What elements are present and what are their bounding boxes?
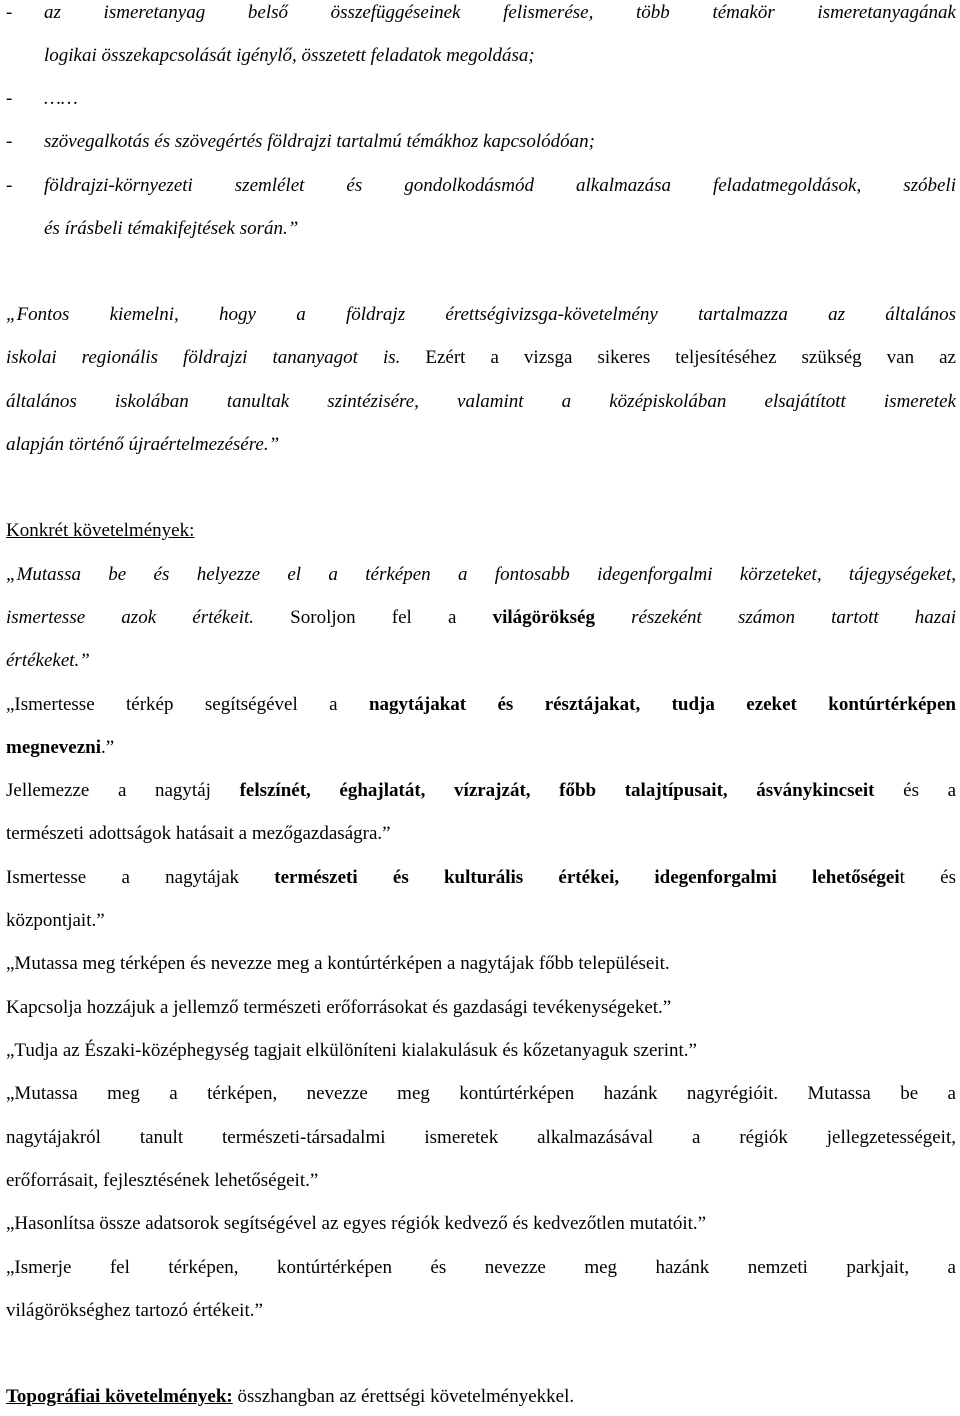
quote-paragraph-line-4: alapján történő újraértelmezésére.” bbox=[6, 434, 280, 455]
quote-paragraph-line-3: általános iskolában tanultak szintézisére, valamint a középiskolában elsajátított ismeretek bbox=[6, 391, 956, 412]
list-item-1-line-2: logikai összekapcsolását igénylő, összetett feladatok megoldása; bbox=[44, 45, 535, 66]
quote-regular-part: Ezért a vizsga sikeres teljesítéséhez szükség van az bbox=[400, 347, 956, 368]
quote-paragraph-line-1: „Fontos kiemelni, hogy a földrajz érettségivizsga-követelmény tartalmazza az általános bbox=[6, 304, 956, 325]
req6-line-1: „Tudja az Északi-középhegység tagjait elkülöníteni kialakulásuk és kőzetanyaguk szerint.” bbox=[6, 1040, 697, 1061]
req7-line-3: erőforrásait, fejlesztésének lehetőségeit.” bbox=[6, 1170, 319, 1191]
req9-line-2: világörökséghez tartozó értékeit.” bbox=[6, 1300, 263, 1321]
req2-line-1 bbox=[6, 692, 956, 718]
req5-line-1: „Mutassa meg térképen és nevezze meg a kontúrtérképen a nagytájak főbb településeit. bbox=[6, 953, 670, 974]
req1-line-3: értékeket.” bbox=[6, 650, 90, 671]
req1-regular: Soroljon fel a bbox=[254, 607, 493, 628]
req2-regular: „Ismertesse térkép segítségével a bbox=[6, 694, 369, 715]
list-dash: - bbox=[6, 88, 13, 109]
req1-line-1: „Mutassa be és helyezze el a térképen a fontosabb idegenforgalmi körzeteket, tájegységeket, bbox=[6, 564, 956, 585]
req7-line-1: „Mutassa meg a térképen, nevezze meg kontúrtérképen hazánk nagyrégióit. Mutassa be a bbox=[6, 1083, 956, 1104]
req4-bold: természeti és kulturális értékei, idegenforgalmi lehetőségei bbox=[274, 867, 900, 888]
req1-bold: világörökség bbox=[492, 607, 595, 628]
topo-line bbox=[6, 1384, 956, 1410]
list-item-4-line-1: földrajzi-környezeti szemlélet és gondolkodásmód alkalmazása feladatmegoldások, szóbeli bbox=[44, 175, 956, 196]
req7-line-2: nagytájakról tanult természeti-társadalmi ismeretek alkalmazásával a régiók jellegzetességeit, bbox=[6, 1127, 956, 1148]
req8-line-1: „Hasonlítsa össze adatsorok segítségével az egyes régiók kedvező és kedvezőtlen mutatóit.” bbox=[6, 1213, 707, 1234]
list-dash: - bbox=[6, 175, 13, 196]
req3-line-2: természeti adottságok hatásait a mezőgazdaságra.” bbox=[6, 823, 391, 844]
heading-konkret-kovetelmenyek: Konkrét követelmények: bbox=[6, 520, 195, 541]
req2-tail: .” bbox=[100, 737, 115, 758]
req2-bold-2: megnevezni bbox=[6, 737, 101, 758]
quote-italic-part: iskolai regionális földrajzi tananyagot is. bbox=[6, 347, 401, 368]
req3-line-1 bbox=[6, 778, 956, 804]
list-item-2: …… bbox=[44, 88, 78, 109]
req1-italic: ismertesse azok értékeit. bbox=[6, 607, 255, 628]
quote-paragraph-line-2 bbox=[6, 345, 956, 371]
list-item-4-line-2: és írásbeli témakifejtések során.” bbox=[44, 218, 299, 239]
list-item-1-line-1: az ismeretanyag belső összefüggéseinek felismerése, több témakör ismeretanyagának bbox=[44, 2, 956, 23]
topo-rest: összhangban az érettségi követelményekkel. bbox=[232, 1386, 575, 1407]
req3-regular: Jellemezze a nagytáj bbox=[6, 780, 240, 801]
req1-line-2 bbox=[6, 605, 956, 631]
req2-line-2 bbox=[6, 735, 956, 761]
req4-line-2: központjait.” bbox=[6, 910, 105, 931]
req3-tail: és a bbox=[874, 780, 956, 801]
req5-line-2: Kapcsolja hozzájuk a jellemző természeti erőforrásokat és gazdasági tevékenységeket.” bbox=[6, 997, 672, 1018]
list-item-3: szövegalkotás és szövegértés földrajzi tartalmú témákhoz kapcsolódóan; bbox=[44, 131, 595, 152]
req1-italic-tail: részeként számon tartott hazai bbox=[594, 607, 956, 628]
req4-regular: Ismertesse a nagytájak bbox=[6, 867, 275, 888]
req4-line-1 bbox=[6, 865, 956, 891]
req3-bold: felszínét, éghajlatát, vízrajzát, főbb talajtípusait, ásványkincseit bbox=[239, 780, 875, 801]
heading-topografiai-kovetelmenyek: Topográfiai követelmények: bbox=[6, 1386, 233, 1407]
req4-tail: t és bbox=[899, 867, 956, 888]
list-dash: - bbox=[6, 2, 13, 23]
req9-line-1: „Ismerje fel térképen, kontúrtérképen és nevezze meg hazánk nemzeti parkjait, a bbox=[6, 1257, 956, 1278]
req2-bold: nagytájakat és résztájakat, tudja ezeket kontúrtérképen bbox=[368, 694, 956, 715]
list-dash: - bbox=[6, 131, 13, 152]
